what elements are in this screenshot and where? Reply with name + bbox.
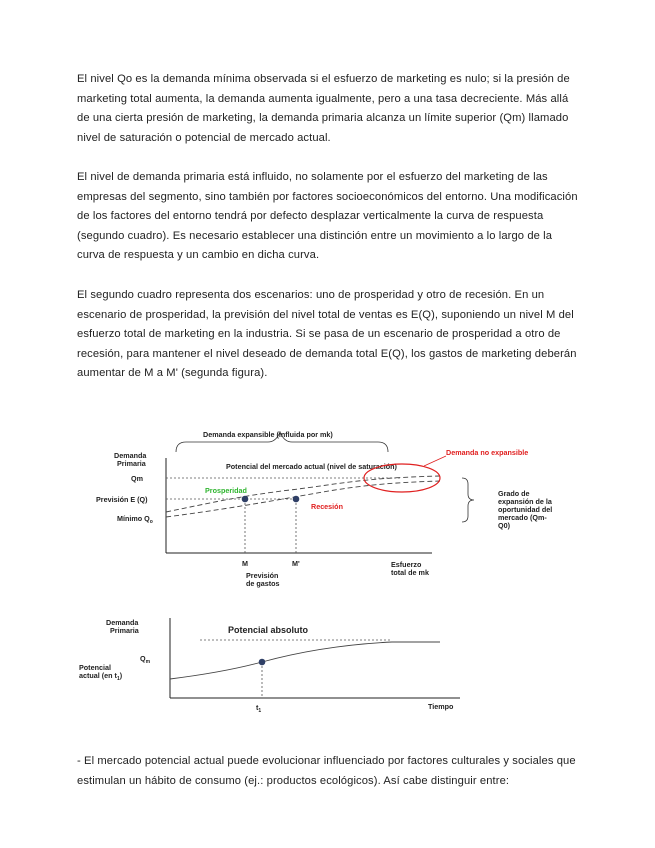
paragraph-qo: El nivel Qo es la demanda mínima observada si el esfuerzo de marketing es nulo; si la presión de marketing total aumenta, la demanda aumenta igualmente, pero a una tasa decreciente. Más allá de una cierta presión de marketing, la demanda primaria alcanza un límite superior (Qm) llamado nivel de saturación o potencial de mercado actual. (77, 73, 570, 144)
grado-line-1: Grado de (498, 489, 530, 498)
minimo-label: Mínimo $Q_o$ (117, 514, 153, 525)
paragraph-scenarios: El segundo cuadro representa dos escenarios: uno de prosperidad y otro de recesión. En un escenario de prosperidad, la previsión del nivel total de ventas es E(Q), suponiendo un nivel M del esfuerzo total de marketing en la industria. Si se pasa de un escenario de prosperidad a otro de recesión, para mantener el nivel deseado de demanda total E(Q), los gastos de marketing deberán aumentar de M a M' (segunda figura). (77, 289, 577, 380)
paragraph-mercado-potencial: - El mercado potencial actual puede evolucionar influenciado por factores culturales y sociales que estimulan un hábito de consumo (ej.: productos ecológicos). Así cabe distinguir entre: (77, 755, 576, 787)
brace-label: Demanda expansible (influida por mk) (203, 430, 333, 439)
potencial-absoluto-label: Potencial absoluto (228, 625, 309, 635)
grado-line-3: oportunidad del (498, 505, 553, 514)
esfuerzo-2: total de mk (391, 568, 429, 577)
potencial-actual-1: Potencial (79, 663, 111, 672)
recesion-label: Recesión (311, 502, 343, 511)
prevision-gastos-1: Previsión (246, 571, 279, 580)
fig2-y-title-1: Demanda (106, 618, 139, 627)
point-t1 (259, 659, 266, 666)
tiempo-label: Tiempo (428, 702, 454, 711)
potencial-actual-2: actual (en $t_1$) (79, 671, 123, 682)
prosperidad-label: Prosperidad (205, 486, 247, 495)
m-prime-label: M' (292, 559, 300, 568)
fig2-y-title-2: Primaria (110, 626, 139, 635)
fig1-y-title-2: Primaria (117, 459, 146, 468)
fig1-y-title-1: Demanda (114, 451, 147, 460)
qm-label: Qm (131, 474, 143, 483)
no-expansible-label: Demanda no expansible (446, 448, 529, 457)
paragraph-demand-influence: El nivel de demanda primaria está influido, no solamente por el esfuerzo del marketing de las empresas del segmento, sino también por factores socioeconómicos del entorno. Una modificación de los factores del entorno tendrá por defecto desplazar verticalmente la curva de respuesta (segundo cuadro). Es necesario establecer una distinción entre un movimiento a lo largo de la curva de respuesta y un cambio en dicha curva. (77, 171, 578, 262)
grado-line-4: mercado (Qm- (498, 513, 547, 522)
potential-curve (170, 642, 440, 679)
esfuerzo-1: Esfuerzo (391, 560, 422, 569)
m-label: M (242, 559, 248, 568)
fig2-qm-label: $Q_m$ (140, 654, 151, 665)
prevision-gastos-2: de gastos (246, 579, 280, 588)
prevision-label: Previsión E (Q) (96, 495, 148, 504)
t1-label: $t_1$ (256, 703, 262, 714)
potencial-label: Potencial del mercado actual (nivel de saturación) (226, 462, 397, 471)
grado-line-5: Q0) (498, 521, 510, 530)
grado-line-2: expansión de la (498, 497, 552, 506)
